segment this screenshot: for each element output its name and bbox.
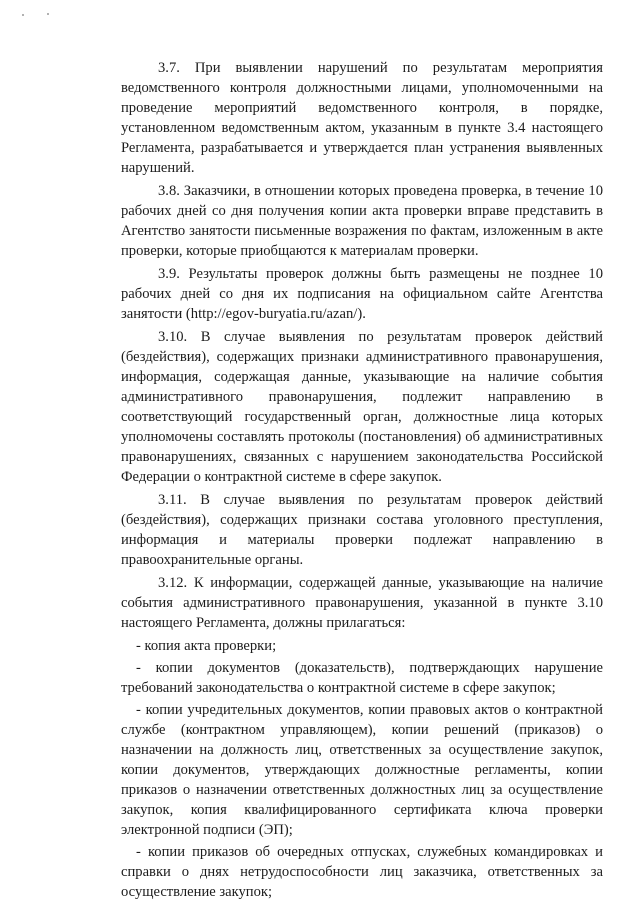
paragraph-3-7: 3.7. При выявлении нарушений по результатам мероприятия ведомственного контроля должностными лицами, уполномоченными на проведение мероприятий ведомственного контроля, в порядке, установленном ведомственным актом, указанным в пункте 3.4 настоящего Регламента, разрабатывается и утверждается план устранения выявленных нарушений. [121, 60, 603, 176]
paragraph-3-8: 3.8. Заказчики, в отношении которых проведена проверка, в течение 10 рабочих дней со дня получения копии акта проверки вправе представить в Агентство занятости письменные возражения по фактам, изложенным в акте проверки, которые приобщаются к материалам проверки. [121, 183, 603, 259]
list-item: - копия акта проверки; [136, 638, 277, 654]
paragraph-3-12: 3.12. К информации, содержащей данные, указывающие на наличие события административного правонарушения, указанной в пункте 3.10 настоящего Регламента, должны прилагаться: [121, 575, 603, 631]
list-item: - копии учредительных документов, копии правовых актов о контрактной службе (контрактном управляющем), копии решений (приказов) о назначении на должность лиц, ответственных за осуществление закупок, копии документов, утверждающих должностные регламенты, копии приказов о назначении ответственных должностных лиц за осуществление закупок, копия квалифицированного сертификата ключа проверки электронной подписи (ЭП); [121, 702, 603, 838]
paragraph-3-11: 3.11. В случае выявления по результатам проверок действий (бездействия), содержащих признаки состава уголовного преступления, информация и материалы проверки подлежат направлению в правоохранительные органы. [121, 492, 603, 568]
document-body [121, 58, 603, 902]
list-item: - копии приказов об очередных отпусках, служебных командировках и справки о днях нетрудоспособности лиц заказчика, ответственных за осуществление закупок; [121, 844, 603, 900]
list-item: - копии документов (доказательств), подтверждающих нарушение требований законодательства о контрактной системе в сфере закупок; [121, 660, 603, 696]
paragraph-3-10: 3.10. В случае выявления по результатам проверок действий (бездействия), содержащих признаки административного правонарушения, информация, содержащая данные, указывающие на наличие события административного правонарушения, подлежит направлению в соответствующий государственный орган, должностные лица которых уполномочены составлять протоколы (постановления) об административных правонарушениях, связанных с нарушением законодательства Российской Федерации о контрактной системе в сфере закупок. [121, 329, 603, 485]
scan-speck [22, 14, 24, 16]
paragraph-3-9: 3.9. Результаты проверок должны быть размещены не позднее 10 рабочих дней со дня их подписания на официальном сайте Агентства занятости (http://egov-buryatia.ru/azan/). [121, 266, 603, 322]
scan-speck [47, 13, 49, 15]
